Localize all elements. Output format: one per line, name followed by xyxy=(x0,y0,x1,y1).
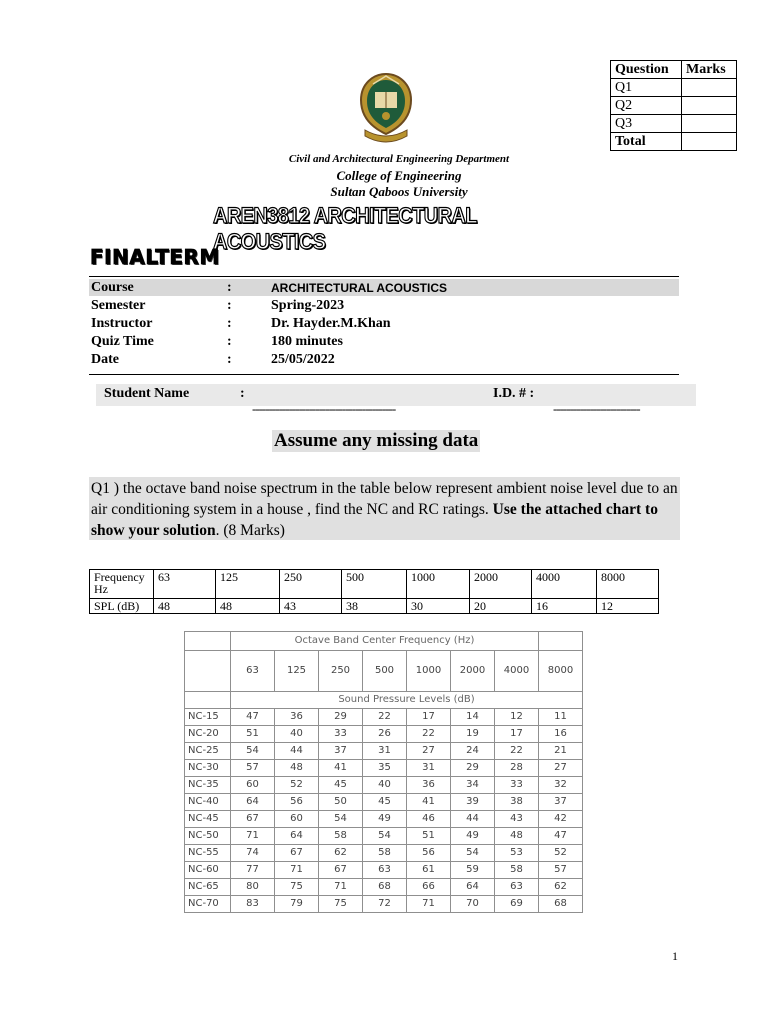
nc-sub-label-cell xyxy=(185,692,231,709)
nc-value-cell: 80 xyxy=(231,879,275,896)
info-colon: : xyxy=(227,316,232,331)
nc-value-cell: 47 xyxy=(539,828,583,845)
nc-value-cell: 51 xyxy=(407,828,451,845)
nc-value-cell: 49 xyxy=(451,828,495,845)
nc-value-cell: 71 xyxy=(407,896,451,913)
nc-value-cell: 37 xyxy=(319,743,363,760)
nc-value-cell: 79 xyxy=(275,896,319,913)
nc-row-label: NC-65 xyxy=(185,879,231,896)
nc-row-label: NC-60 xyxy=(185,862,231,879)
spl-frequency-cell: 8000 xyxy=(597,570,659,599)
nc-row xyxy=(185,862,583,879)
nc-value-cell: 56 xyxy=(407,845,451,862)
nc-value-cell: 36 xyxy=(407,777,451,794)
nc-value-cell: 63 xyxy=(363,862,407,879)
nc-value-cell: 40 xyxy=(363,777,407,794)
student-name-label: Student Name xyxy=(104,386,190,401)
nc-value-cell: 71 xyxy=(231,828,275,845)
nc-value-cell: 58 xyxy=(319,828,363,845)
nc-value-cell: 74 xyxy=(231,845,275,862)
marks-header-marks: Marks xyxy=(682,61,737,79)
nc-value-cell: 44 xyxy=(451,811,495,828)
nc-value-cell: 34 xyxy=(451,777,495,794)
nc-value-cell: 72 xyxy=(363,896,407,913)
nc-value-cell: 19 xyxy=(451,726,495,743)
nc-value-cell: 64 xyxy=(231,794,275,811)
nc-value-cell: 54 xyxy=(319,811,363,828)
nc-row xyxy=(185,777,583,794)
nc-value-cell: 56 xyxy=(275,794,319,811)
nc-value-cell: 71 xyxy=(319,879,363,896)
nc-row xyxy=(185,743,583,760)
nc-frequency-header: 1000 xyxy=(407,651,451,692)
spl-value-cell: 30 xyxy=(407,599,470,614)
info-value: 25/05/2022 xyxy=(271,352,335,367)
marks-row-q1: Q1 xyxy=(611,79,682,97)
nc-value-cell: 68 xyxy=(363,879,407,896)
nc-frequency-header: 250 xyxy=(319,651,363,692)
nc-value-cell: 47 xyxy=(231,709,275,726)
nc-row xyxy=(185,760,583,777)
nc-value-cell: 67 xyxy=(231,811,275,828)
marks-row-total: Total xyxy=(611,133,682,151)
nc-freq-label-cell xyxy=(185,651,231,692)
nc-value-cell: 49 xyxy=(363,811,407,828)
q1-bold-instruction: Use the attached chart to show your solution xyxy=(91,501,658,539)
nc-value-cell: 64 xyxy=(451,879,495,896)
department-name: Civil and Architectural Engineering Department xyxy=(288,153,510,165)
nc-row-label: NC-35 xyxy=(185,777,231,794)
nc-value-cell: 58 xyxy=(495,862,539,879)
nc-value-cell: 52 xyxy=(275,777,319,794)
nc-value-cell: 40 xyxy=(275,726,319,743)
spl-value-cell: 20 xyxy=(470,599,532,614)
nc-value-cell: 12 xyxy=(495,709,539,726)
info-rule-bottom xyxy=(89,374,679,375)
nc-value-cell: 57 xyxy=(539,862,583,879)
nc-corner-right xyxy=(539,632,583,651)
nc-value-cell: 32 xyxy=(539,777,583,794)
nc-value-cell: 35 xyxy=(363,760,407,777)
nc-frequency-header: 4000 xyxy=(495,651,539,692)
nc-value-cell: 60 xyxy=(275,811,319,828)
nc-value-cell: 63 xyxy=(495,879,539,896)
nc-frequency-header: 125 xyxy=(275,651,319,692)
nc-value-cell: 37 xyxy=(539,794,583,811)
student-name-colon: : xyxy=(240,386,245,401)
info-label: Quiz Time xyxy=(91,334,154,349)
spl-frequency-cell: 2000 xyxy=(470,570,532,599)
marks-row-q2: Q2 xyxy=(611,97,682,115)
spl-row-label-spl: SPL (dB) xyxy=(90,599,154,614)
info-label: Course xyxy=(91,280,134,295)
info-value: ARCHITECTURAL ACOUSTICS xyxy=(271,281,447,295)
nc-value-cell: 50 xyxy=(319,794,363,811)
nc-row-label: NC-45 xyxy=(185,811,231,828)
nc-value-cell: 54 xyxy=(231,743,275,760)
nc-value-cell: 33 xyxy=(319,726,363,743)
nc-value-cell: 36 xyxy=(275,709,319,726)
info-colon: : xyxy=(227,352,232,367)
nc-row xyxy=(185,879,583,896)
info-value: 180 minutes xyxy=(271,334,343,349)
nc-value-cell: 29 xyxy=(319,709,363,726)
nc-value-cell: 31 xyxy=(407,760,451,777)
nc-value-cell: 46 xyxy=(407,811,451,828)
nc-row xyxy=(185,896,583,913)
university-emblem-icon xyxy=(353,72,419,152)
college-name: College of Engineering xyxy=(336,168,462,183)
info-colon: : xyxy=(227,280,232,295)
spl-row-label-frequency: Frequency Hz xyxy=(90,570,154,599)
nc-value-cell: 62 xyxy=(539,879,583,896)
nc-value-cell: 75 xyxy=(319,896,363,913)
nc-value-cell: 27 xyxy=(407,743,451,760)
nc-value-cell: 58 xyxy=(363,845,407,862)
nc-row xyxy=(185,828,583,845)
marks-cell-q3 xyxy=(682,115,737,133)
marks-row-q3: Q3 xyxy=(611,115,682,133)
nc-value-cell: 41 xyxy=(319,760,363,777)
q1-marks: . (8 Marks) xyxy=(215,522,285,539)
spl-frequency-cell: 125 xyxy=(216,570,280,599)
spl-table xyxy=(89,569,659,614)
nc-value-cell: 33 xyxy=(495,777,539,794)
assume-note: Assume any missing data xyxy=(274,430,479,451)
nc-value-cell: 31 xyxy=(363,743,407,760)
nc-row xyxy=(185,845,583,862)
nc-row-label: NC-50 xyxy=(185,828,231,845)
nc-value-cell: 77 xyxy=(231,862,275,879)
nc-value-cell: 45 xyxy=(363,794,407,811)
spl-frequency-cell: 4000 xyxy=(532,570,597,599)
page-number: 1 xyxy=(672,949,678,963)
marks-header-question: Question xyxy=(611,61,682,79)
nc-value-cell: 60 xyxy=(231,777,275,794)
info-label: Semester xyxy=(91,298,146,313)
nc-frequency-header: 2000 xyxy=(451,651,495,692)
spl-value-cell: 16 xyxy=(532,599,597,614)
nc-row-label: NC-70 xyxy=(185,896,231,913)
nc-value-cell: 27 xyxy=(539,760,583,777)
nc-value-cell: 67 xyxy=(319,862,363,879)
nc-row-label: NC-40 xyxy=(185,794,231,811)
nc-frequency-header: 8000 xyxy=(539,651,583,692)
student-id-label: I.D. # : xyxy=(493,386,535,401)
nc-frequency-header: 500 xyxy=(363,651,407,692)
q1-text: Q1 ) the octave band noise spectrum in the table below represent ambient noise level due to an air conditioning system in a house , find the NC and RC ratings. xyxy=(91,480,678,518)
nc-value-cell: 17 xyxy=(407,709,451,726)
nc-value-cell: 69 xyxy=(495,896,539,913)
nc-frequency-header: 63 xyxy=(231,651,275,692)
nc-value-cell: 71 xyxy=(275,862,319,879)
nc-value-cell: 16 xyxy=(539,726,583,743)
spl-frequency-cell: 63 xyxy=(154,570,216,599)
nc-value-cell: 75 xyxy=(275,879,319,896)
info-value: Spring-2023 xyxy=(271,298,345,313)
nc-value-cell: 44 xyxy=(275,743,319,760)
spl-value-cell: 38 xyxy=(342,599,407,614)
spl-value-cell: 48 xyxy=(216,599,280,614)
spl-frequency-cell: 500 xyxy=(342,570,407,599)
marks-table xyxy=(610,60,737,151)
nc-row xyxy=(185,811,583,828)
nc-value-cell: 57 xyxy=(231,760,275,777)
nc-value-cell: 52 xyxy=(539,845,583,862)
info-colon: : xyxy=(227,298,232,313)
nc-value-cell: 64 xyxy=(275,828,319,845)
nc-value-cell: 53 xyxy=(495,845,539,862)
spl-value-cell: 12 xyxy=(597,599,659,614)
nc-corner-cell xyxy=(185,632,231,651)
nc-row-label: NC-55 xyxy=(185,845,231,862)
nc-value-cell: 48 xyxy=(275,760,319,777)
nc-value-cell: 22 xyxy=(495,743,539,760)
nc-value-cell: 29 xyxy=(451,760,495,777)
nc-chart-title: Octave Band Center Frequency (Hz) xyxy=(231,632,539,651)
nc-value-cell: 68 xyxy=(539,896,583,913)
course-title: AREN3812 ARCHITECTURAL ACOUSTICS xyxy=(213,204,477,255)
nc-row-label: NC-20 xyxy=(185,726,231,743)
marks-cell-q1 xyxy=(682,79,737,97)
nc-value-cell: 48 xyxy=(495,828,539,845)
nc-value-cell: 26 xyxy=(363,726,407,743)
nc-value-cell: 66 xyxy=(407,879,451,896)
nc-value-cell: 51 xyxy=(231,726,275,743)
student-id-field[interactable]: -------------------------- xyxy=(553,401,640,416)
exam-type: FINALTERM xyxy=(90,245,220,269)
nc-value-cell: 38 xyxy=(495,794,539,811)
nc-value-cell: 22 xyxy=(407,726,451,743)
nc-value-cell: 54 xyxy=(451,845,495,862)
nc-value-cell: 83 xyxy=(231,896,275,913)
info-label: Date xyxy=(91,352,119,367)
nc-row xyxy=(185,709,583,726)
nc-value-cell: 70 xyxy=(451,896,495,913)
spl-frequency-cell: 250 xyxy=(280,570,342,599)
nc-value-cell: 43 xyxy=(495,811,539,828)
info-rule-top xyxy=(89,276,679,277)
marks-cell-total xyxy=(682,133,737,151)
nc-value-cell: 67 xyxy=(275,845,319,862)
nc-chart-subtitle: Sound Pressure Levels (dB) xyxy=(231,692,583,709)
nc-chart-table xyxy=(184,631,583,913)
info-label: Instructor xyxy=(91,316,153,331)
nc-value-cell: 39 xyxy=(451,794,495,811)
info-value: Dr. Hayder.M.Khan xyxy=(271,316,391,331)
university-name: Sultan Qaboos University xyxy=(330,184,468,199)
nc-row-label: NC-30 xyxy=(185,760,231,777)
nc-value-cell: 42 xyxy=(539,811,583,828)
nc-value-cell: 62 xyxy=(319,845,363,862)
nc-row xyxy=(185,794,583,811)
nc-value-cell: 28 xyxy=(495,760,539,777)
student-name-field[interactable]: ------------------------------------------- xyxy=(252,401,396,416)
marks-cell-q2 xyxy=(682,97,737,115)
spl-value-cell: 48 xyxy=(154,599,216,614)
nc-row-label: NC-15 xyxy=(185,709,231,726)
nc-value-cell: 61 xyxy=(407,862,451,879)
nc-row-label: NC-25 xyxy=(185,743,231,760)
spl-frequency-cell: 1000 xyxy=(407,570,470,599)
info-colon: : xyxy=(227,334,232,349)
nc-value-cell: 17 xyxy=(495,726,539,743)
nc-value-cell: 11 xyxy=(539,709,583,726)
nc-value-cell: 24 xyxy=(451,743,495,760)
nc-value-cell: 54 xyxy=(363,828,407,845)
nc-value-cell: 45 xyxy=(319,777,363,794)
nc-value-cell: 41 xyxy=(407,794,451,811)
nc-row xyxy=(185,726,583,743)
spl-value-cell: 43 xyxy=(280,599,342,614)
nc-value-cell: 21 xyxy=(539,743,583,760)
nc-value-cell: 59 xyxy=(451,862,495,879)
nc-value-cell: 22 xyxy=(363,709,407,726)
nc-value-cell: 14 xyxy=(451,709,495,726)
q1-question xyxy=(91,478,681,541)
